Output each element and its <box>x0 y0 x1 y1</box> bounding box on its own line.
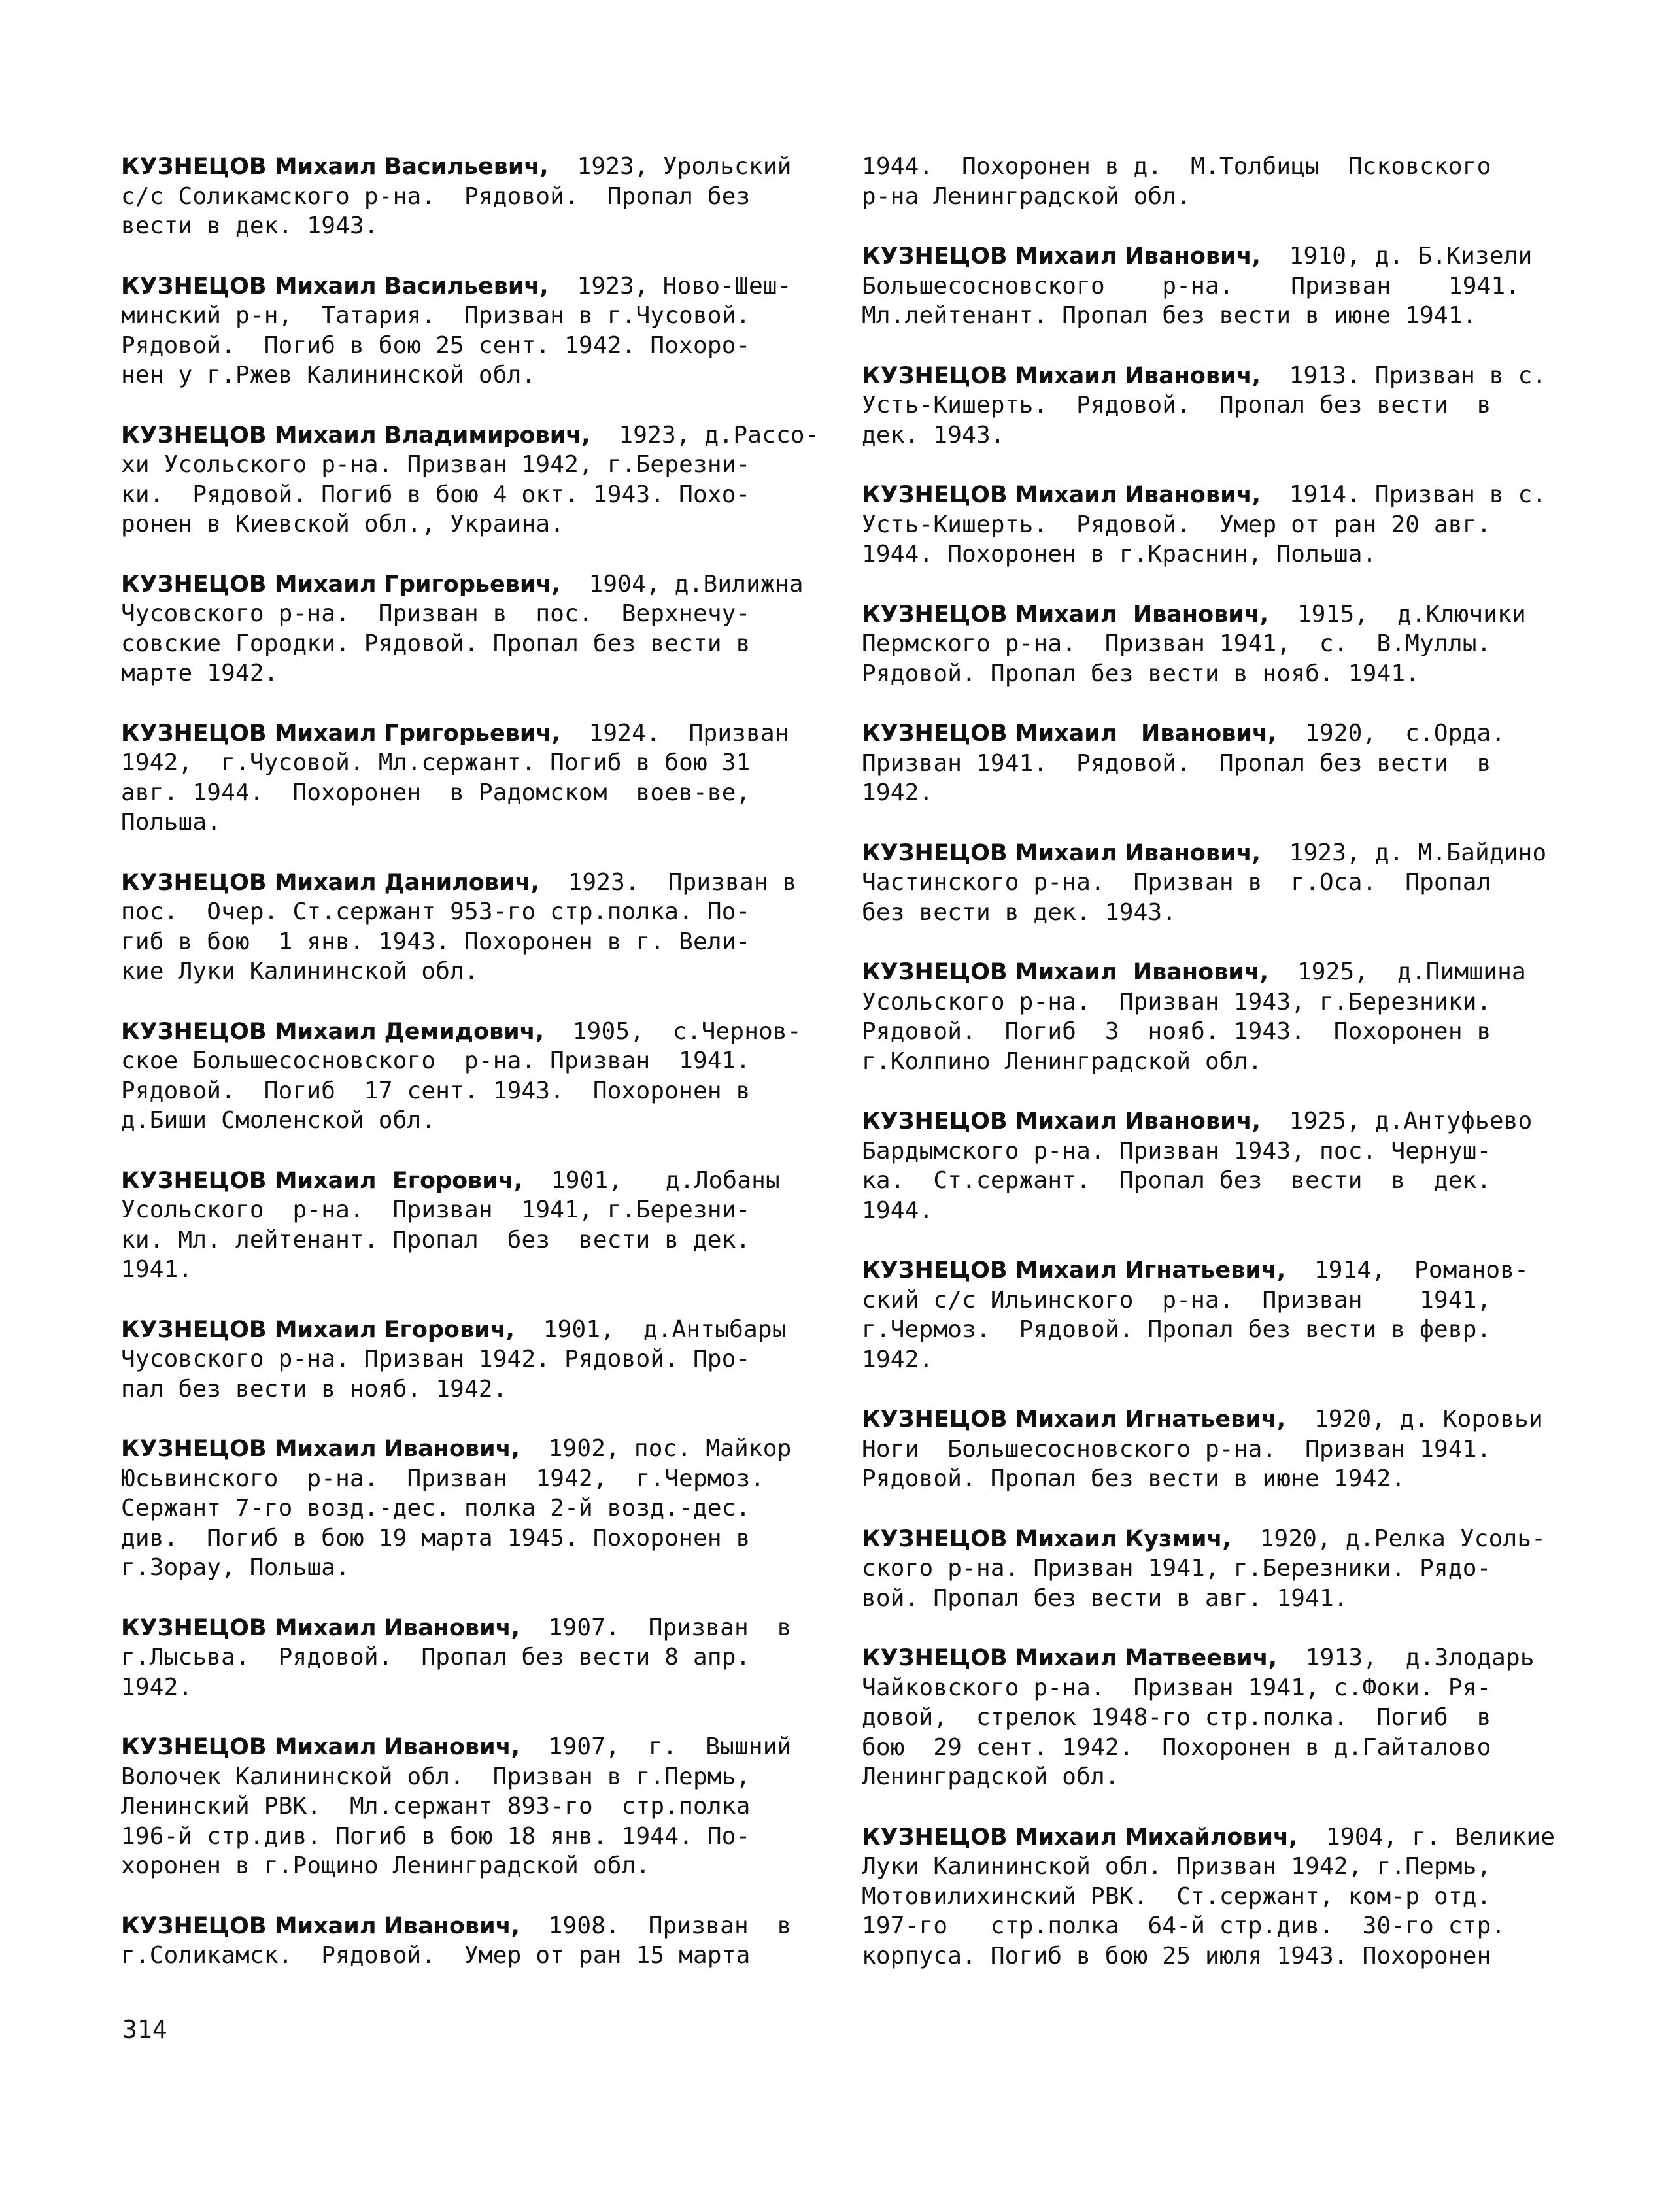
entry-line: Усольского р-на. Призван 1943, г.Березники. <box>862 988 1491 1015</box>
register-entry <box>862 1255 1555 1374</box>
entry-line: Ленинский РВК. Мл.сержант 893-го стр.полка <box>121 1793 751 1820</box>
entry-line: совские Городки. Рядовой. Пропал без вести в <box>121 630 751 657</box>
register-entry <box>862 1404 1555 1494</box>
entry-text: 1914, Романов- <box>1314 1257 1529 1284</box>
register-entry <box>862 361 1555 451</box>
entry-line: Волочек Калининской обл. Призван в г.Пермь, <box>121 1763 751 1790</box>
entry-name: КУЗНЕЦОВ Михаил Игнатьевич, <box>862 1257 1286 1284</box>
register-entry <box>121 1911 814 1971</box>
entry-name: КУЗНЕЦОВ Михаил Иванович, <box>862 721 1277 747</box>
entry-line: див. Погиб в бою 19 марта 1945. Похоронен в <box>121 1524 751 1552</box>
entry-line: Бардымского р-на. Призван 1943, пос. Чернуш- <box>862 1137 1491 1165</box>
entry-text: 1923, д. М.Байдино <box>1289 839 1547 866</box>
entry-line: г.Лысьва. Рядовой. Пропал без вести 8 апр. <box>121 1644 751 1671</box>
entry-line: Мотовилихинский РВК. Ст.сержант, ком-р отд. <box>862 1882 1491 1910</box>
entry-line: Большесосновского р-на. Призван 1941. <box>862 272 1520 299</box>
entry-line: г.Соликамск. Рядовой. Умер от ран 15 марта <box>121 1942 751 1969</box>
entry-line: 197-го стр.полка 64-й стр.див. 30-го стр. <box>862 1913 1506 1939</box>
entry-line: 1941. <box>121 1256 193 1283</box>
entry-line: пос. Очер. Ст.сержант 953-го стр.полка. По- <box>121 898 751 925</box>
register-entry <box>121 868 814 987</box>
entry-line <box>121 570 814 600</box>
entry-line: Польша. <box>121 809 222 836</box>
entry-line: ронен в Киевской обл., Украина. <box>121 511 565 537</box>
entry-line: хоронен в г.Рощино Ленинградской обл. <box>121 1852 651 1879</box>
entry-line <box>862 719 1555 749</box>
entry-line: Частинского р-на. Призван в г.Оса. Пропал <box>862 869 1491 896</box>
entry-name: КУЗНЕЦОВ Михаил Григорьевич, <box>121 720 560 747</box>
register-entry <box>121 1315 814 1404</box>
entry-text: 1920, с.Орда. <box>1305 720 1506 747</box>
register-entry <box>121 1434 814 1583</box>
register-entry <box>121 1732 814 1881</box>
register-entry <box>121 1017 814 1136</box>
entry-name: КУЗНЕЦОВ Михаил Егорович, <box>121 1167 523 1194</box>
entry-line: Усть-Кишерть. Рядовой. Пропал без вести в <box>862 392 1491 418</box>
page-number: 314 <box>122 2015 167 2044</box>
entry-text: 1913. Призван в с. <box>1289 362 1547 389</box>
entry-line: ского р-на. Призван 1941, г.Березники. Рядо- <box>862 1555 1491 1582</box>
entry-name: КУЗНЕЦОВ Михаил Иванович, <box>862 243 1261 269</box>
entry-line: Рядовой. Погиб 3 нояб. 1943. Похоронен в <box>862 1018 1491 1045</box>
entry-text: 1904, д.Вилижна <box>588 570 804 598</box>
entry-line: Чусовского р-на. Призван 1942. Рядовой. Про- <box>121 1346 751 1372</box>
entry-text: 1907, г. Вышний <box>548 1733 792 1760</box>
entry-line: Ноги Большесосновского р-на. Призван 1941. <box>862 1435 1491 1463</box>
register-entry <box>862 1822 1555 1971</box>
entry-line <box>121 1434 814 1464</box>
entry-text: 1920, д. Коровьи <box>1314 1406 1543 1433</box>
register-entry <box>121 271 814 390</box>
entry-name: КУЗНЕЦОВ Михаил Матвеевич, <box>862 1645 1277 1671</box>
entry-line: минский р-н, Татария. Призван в г.Чусовой. <box>121 302 751 329</box>
entry-line <box>862 1643 1555 1673</box>
entry-line: гиб в бою 1 янв. 1943. Похоронен в г. Вели- <box>121 928 751 955</box>
register-entry <box>862 600 1555 689</box>
entry-line <box>121 868 814 898</box>
entry-text: 1925, д.Пимшина <box>1297 959 1526 985</box>
entry-line: кие Луки Калининской обл. <box>121 958 479 985</box>
entry-text: 1920, д.Релка Усоль- <box>1259 1525 1546 1552</box>
entry-line <box>121 1315 814 1345</box>
entry-line: р-на Ленинградской обл. <box>862 182 1191 210</box>
register-entry <box>862 1643 1555 1792</box>
entry-line: нен у г.Ржев Калининской обл. <box>121 362 536 388</box>
entry-line <box>862 1822 1555 1852</box>
entry-line <box>121 719 814 749</box>
entry-line: г.Зорау, Польша. <box>121 1554 350 1581</box>
entry-line <box>862 361 1555 391</box>
entry-line: с/с Соликамского р-на. Рядовой. Пропал без <box>121 182 751 210</box>
entry-line: Пермского р-на. Призван 1941, с. В.Муллы. <box>862 630 1491 657</box>
entry-line: д.Биши Смоленской обл. <box>121 1107 436 1134</box>
entry-text: 1904, г. Великие <box>1326 1823 1556 1850</box>
entry-line: 1942. <box>862 1346 934 1373</box>
entry-line: Усть-Кишерть. Рядовой. Умер от ран 20 авг. <box>862 511 1491 538</box>
entry-name: КУЗНЕЦОВ Михаил Иванович, <box>862 482 1261 508</box>
entry-line: Призван 1941. Рядовой. Пропал без вести в <box>862 749 1491 777</box>
entry-text: 1901, д.Антыбары <box>543 1316 787 1343</box>
entry-name: КУЗНЕЦОВ Михаил Иванович, <box>862 1108 1261 1134</box>
entry-name: КУЗНЕЦОВ Михаил Данилович, <box>121 869 539 896</box>
entry-name: КУЗНЕЦОВ Михаил Васильевич, <box>121 273 549 299</box>
entry-line: ский с/с Ильинского р-на. Призван 1941, <box>862 1286 1491 1314</box>
entry-line: Рядовой. Пропал без вести в июне 1942. <box>862 1465 1406 1492</box>
entry-text: 1907. Призван в <box>548 1614 792 1641</box>
entry-line: 1944. Похоронен в д. М.Толбицы Псковского <box>862 153 1491 180</box>
entry-line <box>121 152 814 182</box>
entry-line: ка. Ст.сержант. Пропал без вести в дек. <box>862 1167 1491 1194</box>
entry-name: КУЗНЕЦОВ Михаил Васильевич, <box>121 154 549 180</box>
entry-text: 1923, Урольский <box>577 153 792 180</box>
entry-line: ки. Мл. лейтенант. Пропал без вести в дек. <box>121 1226 751 1253</box>
entry-line: Юсьвинского р-на. Призван 1942, г.Чермоз. <box>121 1465 765 1492</box>
entry-line: Мл.лейтенант. Пропал без вести в июне 1941. <box>862 302 1477 329</box>
entry-line: довой, стрелок 1948-го стр.полка. Погиб в <box>862 1704 1491 1731</box>
entry-line: вести в дек. 1943. <box>121 213 379 239</box>
entry-text: 1905, с.Чернов- <box>572 1017 802 1045</box>
entry-text: 1924. Призван <box>588 719 789 747</box>
entry-text: 1902, пос. Майкор <box>548 1435 792 1462</box>
entry-line: 1944. Похоронен в г.Краснин, Польша. <box>862 541 1377 568</box>
entry-text: 1913, д.Злодарь <box>1305 1644 1535 1671</box>
entry-line: без вести в дек. 1943. <box>862 898 1177 926</box>
entry-line: Чусовского р-на. Призван в пос. Верхнечу- <box>121 600 751 627</box>
entry-text: 1923, д.Рассо- <box>619 421 819 449</box>
register-entry <box>121 420 819 539</box>
register-entry <box>862 957 1555 1076</box>
entry-line <box>121 1613 814 1643</box>
register-entry <box>121 1613 814 1703</box>
entry-name: КУЗНЕЦОВ Михаил Григорьевич, <box>121 571 560 598</box>
entry-name: КУЗНЕЦОВ Михаил Егорович, <box>121 1316 515 1343</box>
entry-name: КУЗНЕЦОВ Михаил Иванович, <box>862 959 1269 985</box>
register-entry <box>862 241 1555 331</box>
entry-line: 1942. <box>121 1673 193 1701</box>
entry-line: Рядовой. Погиб 17 сент. 1943. Похоронен в <box>121 1077 751 1104</box>
entry-name: КУЗНЕЦОВ Михаил Игнатьевич, <box>862 1406 1286 1433</box>
entry-line: г.Чермоз. Рядовой. Пропал без вести в февр. <box>862 1316 1491 1343</box>
entry-name: КУЗНЕЦОВ Михаил Иванович, <box>121 1614 520 1641</box>
entry-line: 196-й стр.див. Погиб в бою 18 янв. 1944. По- <box>121 1822 751 1850</box>
entry-line: бою 29 сент. 1942. Похоронен в д.Гайталово <box>862 1733 1491 1761</box>
entry-line <box>121 1732 814 1762</box>
entry-line: ское Большесосновского р-на. Призван 1941. <box>121 1047 751 1074</box>
entry-name: КУЗНЕЦОВ Михаил Иванович, <box>862 840 1261 866</box>
entry-line: ки. Рядовой. Погиб в бою 4 окт. 1943. Похо- <box>121 481 751 508</box>
entry-line: 1942, г.Чусовой. Мл.сержант. Погиб в бою 31 <box>121 749 751 776</box>
left-column <box>121 152 819 2001</box>
entry-line <box>862 480 1555 510</box>
entry-line: авг. 1944. Похоронен в Радомском воев-ве, <box>121 779 751 806</box>
entry-text: 1914. Призван в с. <box>1289 481 1547 508</box>
entry-line <box>862 1524 1555 1554</box>
entry-line <box>862 957 1555 987</box>
entry-name: КУЗНЕЦОВ Михаил Владимирович, <box>121 422 590 449</box>
entry-text: 1925, д.Антуфьево <box>1289 1108 1533 1134</box>
entry-text: 1923. Призван в <box>568 868 797 896</box>
register-entry <box>862 480 1555 570</box>
entry-line <box>862 1106 1555 1136</box>
register-entry <box>121 152 814 241</box>
entry-line: г.Колпино Ленинградской обл. <box>862 1047 1263 1075</box>
entry-name: КУЗНЕЦОВ Михаил Иванович, <box>862 362 1261 389</box>
register-entry <box>862 719 1555 808</box>
entry-line: пал без вести в нояб. 1942. <box>121 1375 507 1403</box>
entry-line: Луки Калининской обл. Призван 1942, г.Пермь, <box>862 1853 1491 1880</box>
register-entry <box>862 838 1555 928</box>
entry-line: вой. Пропал без вести в авг. 1941. <box>862 1584 1348 1612</box>
entry-line: дек. 1943. <box>862 421 1005 449</box>
entry-line <box>862 241 1555 271</box>
right-column <box>862 152 1555 2001</box>
entry-line <box>121 1017 814 1047</box>
entry-line <box>862 600 1555 630</box>
entry-text: 1923, Ново-Шеш- <box>577 272 792 299</box>
entry-line <box>862 1404 1555 1435</box>
register-entry <box>121 719 814 838</box>
entry-text: 1915, д.Ключики <box>1297 600 1526 628</box>
entry-line: Чайковского р-на. Призван 1941, с.Фоки. Ря- <box>862 1674 1491 1701</box>
register-entry <box>862 1524 1555 1614</box>
entry-line: Ленинградской обл. <box>862 1763 1119 1790</box>
register-entry <box>862 1106 1555 1225</box>
entry-line: Усольского р-на. Призван 1941, г.Березни- <box>121 1197 751 1223</box>
entry-line: Рядовой. Погиб в бою 25 сент. 1942. Похоро- <box>121 332 751 359</box>
register-entry <box>121 1166 814 1285</box>
entry-text: 1910, д. Б.Кизели <box>1289 243 1533 269</box>
entry-line <box>121 271 814 301</box>
register-entry <box>862 152 1555 211</box>
entry-line <box>121 1166 814 1196</box>
entry-line: корпуса. Погиб в бою 25 июля 1943. Похоронен <box>862 1942 1491 1969</box>
entry-line: 1944. <box>862 1197 934 1224</box>
register-entry <box>121 570 814 689</box>
entry-line <box>121 1911 814 1941</box>
entry-line: хи Усольского р-на. Призван 1942, г.Березни- <box>121 451 751 478</box>
entry-line <box>121 420 819 451</box>
entry-line <box>862 838 1555 868</box>
entry-name: КУЗНЕЦОВ Михаил Демидович, <box>121 1018 544 1045</box>
entry-name: КУЗНЕЦОВ Михаил Иванович, <box>121 1913 520 1939</box>
entry-name: КУЗНЕЦОВ Михаил Иванович, <box>121 1734 520 1760</box>
entry-text: 1901, д.Лобаны <box>551 1166 780 1194</box>
entry-line <box>862 1255 1555 1285</box>
entry-name: КУЗНЕЦОВ Михаил Иванович, <box>862 601 1269 628</box>
entry-name: КУЗНЕЦОВ Михаил Михайлович, <box>862 1824 1298 1850</box>
entry-line: Сержант 7-го возд.-дес. полка 2-й возд.-дес. <box>121 1495 751 1522</box>
entry-text: 1908. Призван в <box>548 1912 792 1939</box>
entry-line: 1942. <box>862 779 934 806</box>
entry-name: КУЗНЕЦОВ Михаил Иванович, <box>121 1436 520 1462</box>
entry-name: КУЗНЕЦОВ Михаил Кузмич, <box>862 1525 1231 1552</box>
entry-line: марте 1942. <box>121 660 279 687</box>
entry-line: Рядовой. Пропал без вести в нояб. 1941. <box>862 660 1420 687</box>
